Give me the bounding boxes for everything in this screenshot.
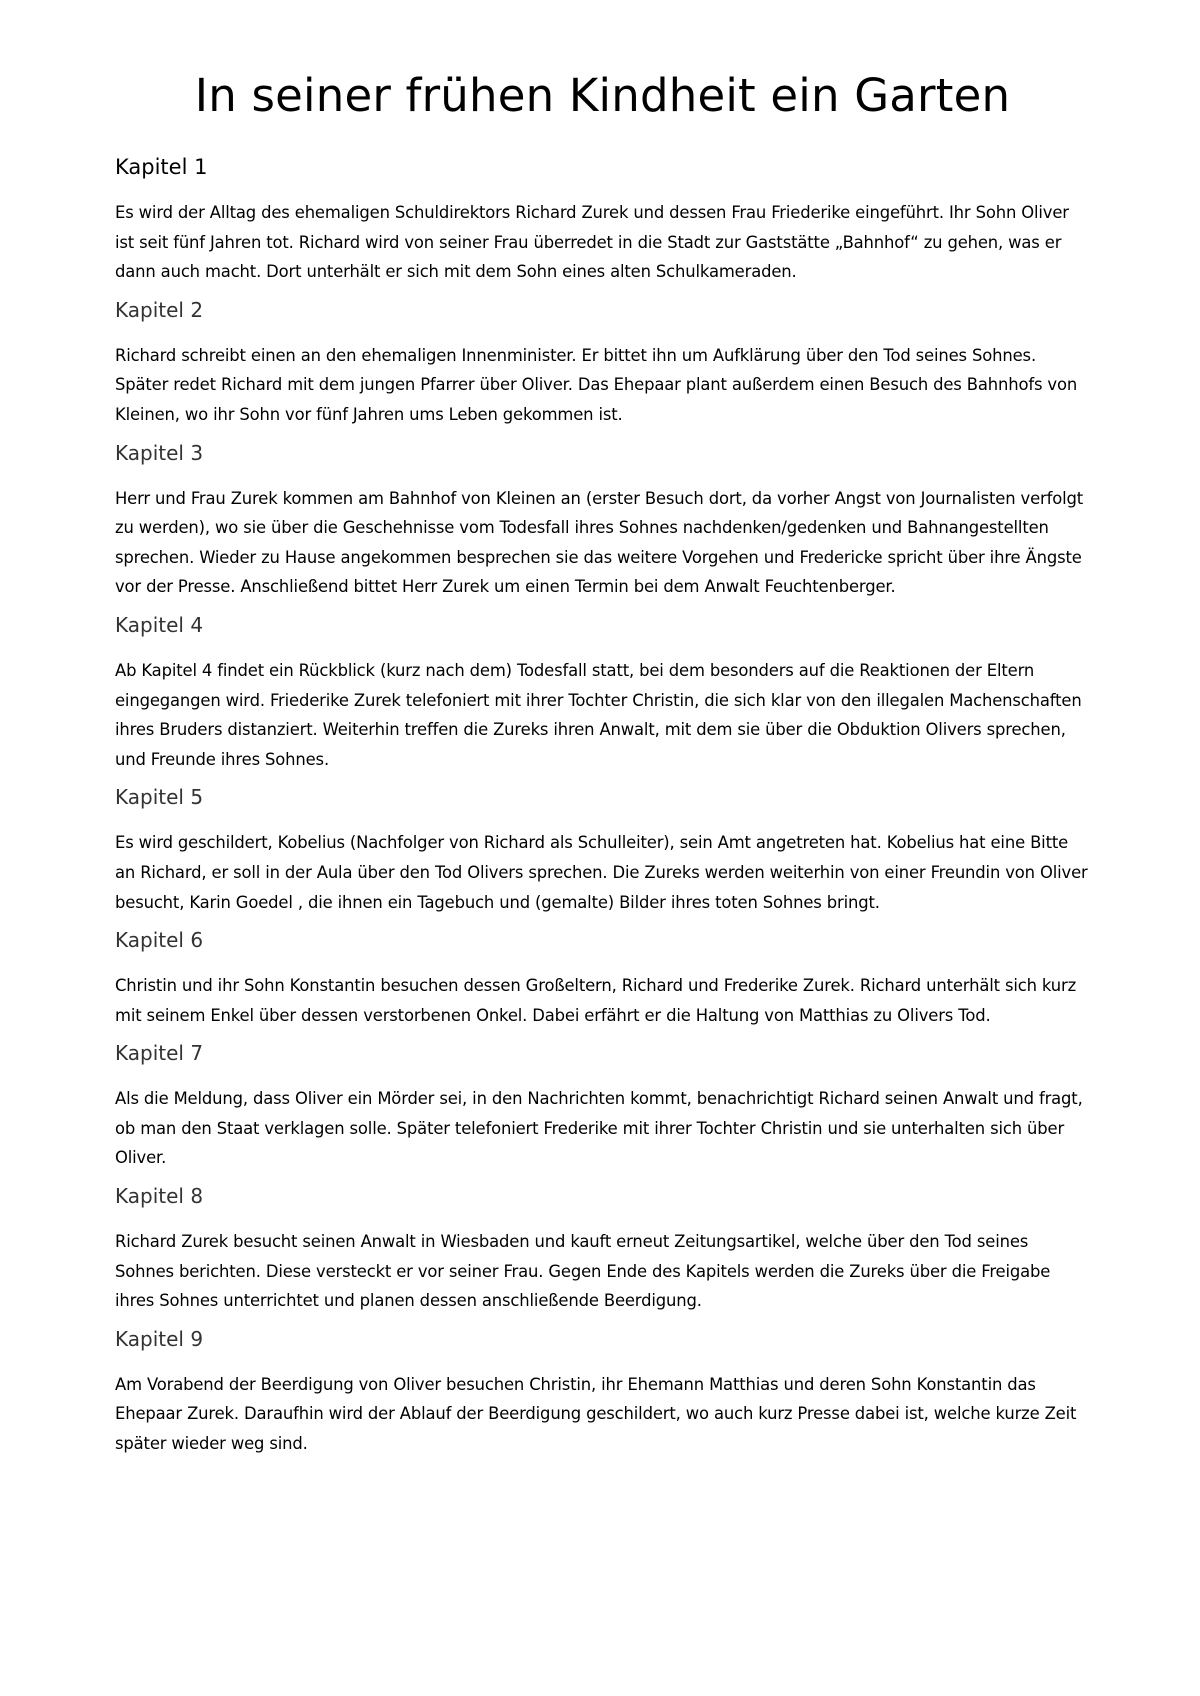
chapter-5 — [115, 782, 1090, 917]
chapter-6 — [115, 925, 1090, 1030]
chapter-summary: Christin und ihr Sohn Konstantin besuchen dessen Großeltern, Richard und Frederike Zurek. Richard unterhält sich kurz mit seinem Enkel über dessen verstorbenen Onkel. Dabei erfährt er die Haltung von Matthias zu Olivers Tod. — [115, 976, 1077, 1025]
chapter-heading: Kapitel 4 — [115, 612, 204, 637]
chapter-2 — [115, 295, 1090, 430]
chapter-summary: Am Vorabend der Beerdigung von Oliver besuchen Christin, ihr Ehemann Matthias und deren Sohn Konstantin das Ehepaar Zurek. Daraufhin wird der Ablauf der Beerdigung geschildert, wo auch kurz Presse dabei ist, welche kurze Zeit später wieder weg sind. — [115, 1374, 1077, 1454]
chapter-heading: Kapitel 9 — [115, 1326, 204, 1351]
chapter-summary: Es wird der Alltag des ehemaligen Schuldirektors Richard Zurek und dessen Frau Friederike eingeführt. Ihr Sohn Oliver ist seit fünf Jahren tot. Richard wird von seiner Frau überredet in die Stadt zur Gaststätte „Bahnhof“ zu gehen, was er dann auch macht. Dort unterhält er sich mit dem Sohn eines alten Schulkameraden. — [115, 203, 1069, 282]
chapter-heading: Kapitel 2 — [115, 297, 204, 322]
chapter-heading: Kapitel 3 — [115, 440, 204, 465]
chapter-7 — [115, 1038, 1090, 1173]
chapter-summary: Es wird geschildert, Kobelius (Nachfolger von Richard als Schulleiter), sein Amt angetreten hat. Kobelius hat eine Bitte an Richard, er soll in der Aula über den Tod Olivers sprechen. Die Zureks werden weiterhin von einer Freundin von Oliver besucht, Karin Goedel , die ihnen ein Tagebuch und (gemalte) Bilder ihres toten Sohnes bringt. — [115, 833, 1088, 912]
document-title: In seiner frühen Kindheit ein Garten — [194, 69, 1011, 122]
chapter-heading: Kapitel 1 — [115, 155, 208, 179]
chapter-heading: Kapitel 8 — [115, 1184, 204, 1209]
chapter-heading: Kapitel 5 — [115, 785, 204, 810]
chapter-8 — [115, 1181, 1090, 1316]
chapter-summary: Herr und Frau Zurek kommen am Bahnhof von Kleinen an (erster Besuch dort, da vorher Angst von Journalisten verfolgt zu werden), wo sie über die Geschehnisse vom Todesfall ihres Sohnes nachdenken/gedenken und Bahnangestellten sprechen. Wieder zu Hause angekommen besprechen sie das weitere Vorgehen und Fredericke spricht über ihre Ängste vor der Presse. Anschließend bittet Herr Zurek um einen Termin bei dem Anwalt Feuchtenberger. — [115, 488, 1084, 597]
document-page — [115, 58, 1090, 1467]
chapter-3 — [115, 438, 1090, 602]
chapter-summary: Ab Kapitel 4 findet ein Rückblick (kurz nach dem) Todesfall statt, bei dem besonders auf die Reaktionen der Eltern eingegangen wird. Friederike Zurek telefoniert mit ihrer Tochter Christin, die sich klar von den illegalen Machenschaften ihres Bruders distanziert. Weiterhin treffen die Zureks ihren Anwalt, mit dem sie über die Obduktion Olivers sprechen, und Freunde ihres Sohnes. — [115, 660, 1082, 769]
chapter-summary: Richard schreibt einen an den ehemaligen Innenminister. Er bittet ihn um Aufklärung über den Tod seines Sohnes. Später redet Richard mit dem jungen Pfarrer über Oliver. Das Ehepaar plant außerdem einen Besuch des Bahnhofs von Kleinen, wo ihr Sohn vor fünf Jahren ums Leben gekommen ist. — [115, 345, 1078, 424]
chapter-summary: Richard Zurek besucht seinen Anwalt in Wiesbaden und kauft erneut Zeitungsartikel, welche über den Tod seines Sohnes berichten. Diese versteckt er vor seiner Frau. Gegen Ende des Kapitels werden die Zureks über die Freigabe ihres Sohnes unterrichtet und planen dessen anschließende Beerdigung. — [115, 1232, 1051, 1311]
chapter-heading: Kapitel 7 — [115, 1041, 204, 1066]
chapter-summary: Als die Meldung, dass Oliver ein Mörder sei, in den Nachrichten kommt, benachrichtigt Richard seinen Anwalt und fragt, ob man den Staat verklagen solle. Später telefoniert Frederike mit ihrer Tochter Christin und sie unterhalten sich über Oliver. — [115, 1089, 1083, 1168]
chapter-heading: Kapitel 6 — [115, 928, 204, 953]
chapter-9 — [115, 1324, 1090, 1459]
chapter-4 — [115, 610, 1090, 774]
chapter-1 — [115, 152, 1090, 287]
